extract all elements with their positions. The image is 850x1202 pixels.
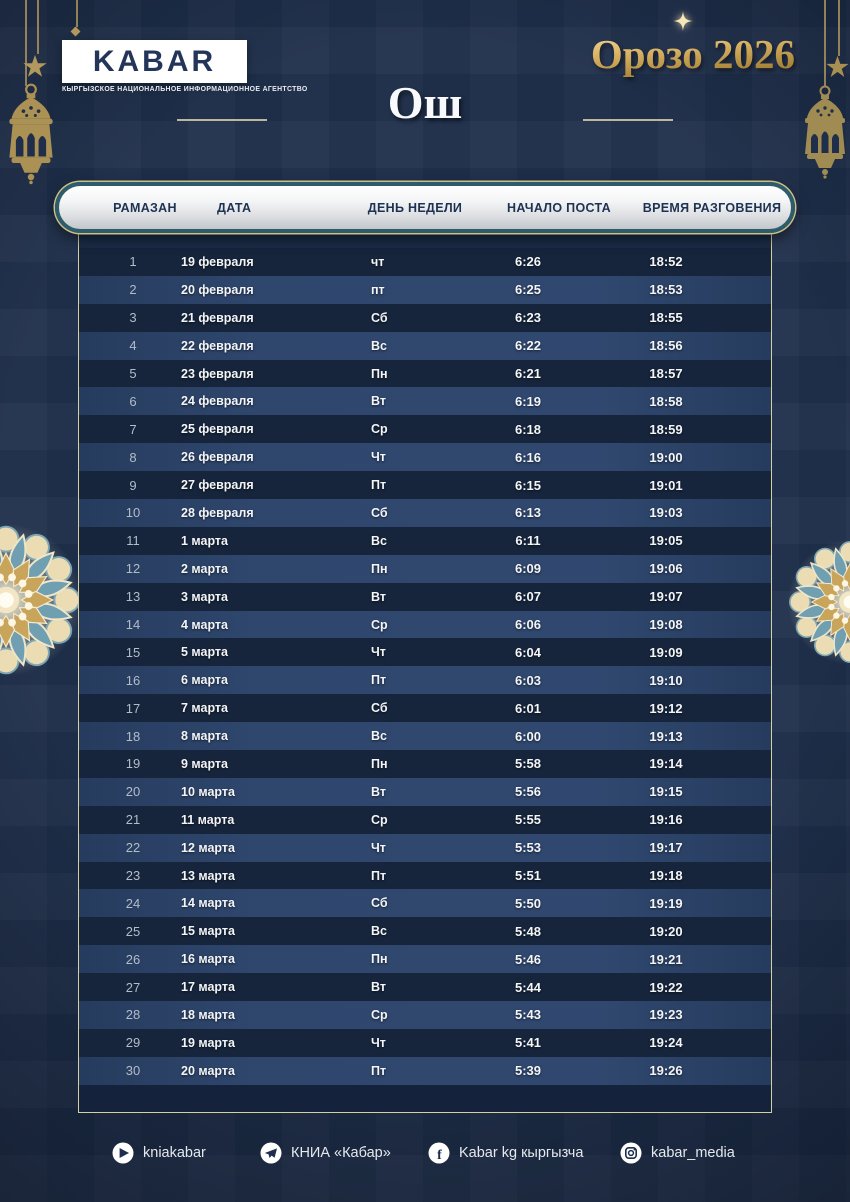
weekday-cell: Пн [371, 756, 388, 771]
iftar-time-cell: 18:59 [649, 421, 683, 437]
fast-start-cell: 5:58 [514, 756, 542, 772]
social-label: kabar_media [651, 1145, 735, 1161]
fast-start-cell: 6:11 [515, 533, 541, 549]
fast-start-cell: 6:01 [514, 700, 542, 716]
weekday-cell: Чт [371, 450, 386, 465]
iftar-time-cell: 19:24 [649, 1035, 683, 1051]
ramadan-day-cell: 1 [129, 254, 137, 270]
weekday-cell: Ср [371, 1007, 388, 1022]
ramadan-day-cell: 9 [129, 477, 137, 493]
fast-start-cell: 5:43 [514, 1007, 542, 1023]
weekday-cell: Пн [371, 952, 388, 967]
telegram-icon [260, 1142, 282, 1164]
table-row [79, 694, 771, 722]
date-cell: 23 февраля [181, 366, 254, 381]
iftar-time-cell: 19:15 [649, 784, 683, 800]
ramadan-day-cell: 20 [125, 784, 141, 800]
table-row [79, 806, 771, 834]
ramadan-day-cell: 3 [129, 310, 137, 326]
table-row [79, 1057, 771, 1085]
diamond-ornament-icon [71, 27, 81, 37]
mandala-ornament-icon [0, 522, 84, 678]
table-row [79, 722, 771, 750]
title-divider-line [583, 119, 673, 121]
ramadan-day-cell: 25 [125, 923, 141, 939]
table-row [79, 527, 771, 555]
date-cell: 7 марта [181, 701, 229, 716]
fast-start-cell: 5:41 [514, 1035, 542, 1051]
table-row [79, 415, 771, 443]
social-label: Kabar kg кыргызча [459, 1145, 584, 1161]
column-header-weekday: ДЕНЬ НЕДЕЛИ [367, 200, 463, 215]
iftar-time-cell: 19:14 [649, 756, 683, 772]
iftar-time-cell: 19:19 [649, 895, 683, 911]
ramadan-day-cell: 6 [129, 393, 137, 409]
ramadan-day-cell: 10 [125, 505, 141, 521]
iftar-time-cell: 19:10 [649, 672, 683, 688]
table-row [79, 555, 771, 583]
table-row [79, 1001, 771, 1029]
weekday-cell: Пт [371, 1063, 387, 1078]
iftar-time-cell: 18:58 [649, 393, 683, 409]
date-cell: 3 марта [181, 589, 229, 604]
fast-start-cell: 5:48 [514, 923, 542, 939]
ramadan-day-cell: 17 [125, 700, 141, 716]
weekday-cell: Вс [371, 729, 387, 744]
weekday-cell: Ср [371, 422, 388, 437]
weekday-cell: Пт [371, 868, 387, 883]
date-cell: 19 февраля [181, 254, 254, 269]
sparkle-icon [672, 10, 694, 32]
date-cell: 19 марта [181, 1035, 235, 1050]
date-cell: 8 марта [181, 729, 229, 744]
fast-start-cell: 5:53 [514, 840, 542, 856]
ramadan-day-cell: 22 [125, 840, 141, 856]
iftar-time-cell: 19:00 [649, 449, 683, 465]
ramadan-day-cell: 27 [125, 979, 141, 995]
weekday-cell: Сб [371, 896, 388, 911]
ramadan-day-cell: 19 [125, 756, 141, 772]
weekday-cell: Сб [371, 505, 388, 520]
youtube-icon [112, 1142, 134, 1164]
weekday-cell: Ср [371, 617, 388, 632]
fast-start-cell: 6:25 [514, 282, 542, 298]
weekday-cell: Вс [371, 533, 387, 548]
table-row [79, 499, 771, 527]
fast-start-cell: 5:46 [514, 951, 542, 967]
social-youtube[interactable] [112, 1142, 206, 1164]
social-telegram[interactable] [260, 1142, 391, 1164]
iftar-time-cell: 19:08 [649, 617, 683, 633]
ramadan-day-cell: 21 [125, 812, 141, 828]
date-cell: 6 марта [181, 673, 229, 688]
weekday-cell: Вс [371, 924, 387, 939]
kabar-logo-text: KABAR [92, 44, 217, 78]
fast-start-cell: 6:04 [514, 644, 542, 660]
date-cell: 14 марта [181, 896, 235, 911]
ramadan-day-cell: 23 [125, 868, 141, 884]
ramadan-day-cell: 2 [129, 282, 137, 298]
facebook-icon [428, 1142, 450, 1164]
date-cell: 11 марта [181, 812, 235, 827]
ramadan-day-cell: 13 [125, 589, 141, 605]
date-cell: 1 марта [181, 533, 229, 548]
table-row [79, 583, 771, 611]
weekday-cell: Ср [371, 812, 388, 827]
agency-tagline: КЫРГЫЗСКОЕ НАЦИОНАЛЬНОЕ ИНФОРМАЦИОННОЕ АГЕНТСТВО [62, 86, 308, 93]
fast-start-cell: 6:16 [514, 449, 542, 465]
fast-start-cell: 6:13 [514, 505, 542, 521]
fast-start-cell: 6:07 [514, 589, 542, 605]
ramadan-day-cell: 29 [125, 1035, 141, 1051]
ramadan-day-cell: 18 [125, 728, 141, 744]
iftar-time-cell: 19:21 [649, 951, 683, 967]
iftar-time-cell: 19:22 [649, 979, 683, 995]
date-cell: 4 марта [181, 617, 229, 632]
table-row [79, 611, 771, 639]
table-row [79, 750, 771, 778]
table-row [79, 945, 771, 973]
fast-start-cell: 6:18 [514, 421, 542, 437]
date-cell: 2 марта [181, 561, 229, 576]
ramadan-day-cell: 28 [125, 1007, 141, 1023]
iftar-time-cell: 19:17 [649, 840, 683, 856]
table-row [79, 471, 771, 499]
table-row [79, 387, 771, 415]
svg-text:f: f [437, 1148, 442, 1163]
table-row [79, 666, 771, 694]
date-cell: 16 марта [181, 952, 235, 967]
social-label: kniakabar [143, 1145, 206, 1161]
ramadan-day-cell: 12 [125, 561, 141, 577]
social-facebook[interactable] [428, 1142, 583, 1164]
iftar-time-cell: 19:26 [649, 1063, 683, 1079]
ramadan-day-cell: 16 [125, 672, 141, 688]
weekday-cell: пт [371, 282, 385, 297]
table-row [79, 917, 771, 945]
weekday-cell: Вт [371, 784, 386, 799]
iftar-time-cell: 19:20 [649, 923, 683, 939]
iftar-time-cell: 19:12 [649, 700, 683, 716]
date-cell: 17 марта [181, 980, 235, 995]
iftar-time-cell: 19:09 [649, 644, 683, 660]
table-row [79, 332, 771, 360]
date-cell: 26 февраля [181, 450, 254, 465]
table-row [79, 834, 771, 862]
social-label: КНИА «Кабар» [291, 1145, 391, 1161]
fast-start-cell: 5:56 [514, 784, 542, 800]
fast-start-cell: 5:55 [514, 812, 542, 828]
ramadan-day-cell: 5 [129, 366, 137, 381]
date-cell: 24 февраля [181, 394, 254, 409]
column-header-date: ДАТА [217, 200, 252, 215]
fast-start-cell: 6:06 [514, 617, 542, 633]
fast-start-cell: 6:09 [514, 561, 542, 577]
iftar-time-cell: 19:18 [649, 868, 683, 884]
table-row [79, 889, 771, 917]
fast-start-cell: 6:21 [514, 366, 542, 381]
weekday-cell: Пт [371, 673, 387, 688]
fast-start-cell: 5:51 [514, 868, 542, 884]
fast-start-cell: 6:19 [514, 393, 542, 409]
ramadan-day-cell: 24 [125, 895, 141, 911]
iftar-time-cell: 19:05 [649, 533, 683, 549]
ramadan-day-cell: 8 [129, 449, 137, 465]
date-cell: 13 марта [181, 868, 235, 883]
iftar-time-cell: 19:13 [649, 728, 683, 744]
weekday-cell: Вт [371, 980, 386, 995]
date-cell: 10 марта [181, 784, 235, 799]
date-cell: 9 марта [181, 756, 229, 771]
weekday-cell: Чт [371, 1035, 386, 1050]
fast-start-cell: 6:03 [514, 672, 542, 688]
table-row [79, 360, 771, 388]
weekday-cell: Пн [371, 366, 388, 381]
table-row [79, 304, 771, 332]
ramadan-day-cell: 4 [129, 338, 137, 354]
ramadan-day-cell: 14 [125, 617, 141, 633]
weekday-cell: Вс [371, 338, 387, 353]
weekday-cell: Сб [371, 310, 388, 325]
weekday-cell: Вт [371, 394, 386, 409]
table-row [79, 778, 771, 806]
hanging-chain [76, 0, 78, 27]
weekday-cell: Чт [371, 645, 386, 660]
date-cell: 22 февраля [181, 338, 254, 353]
ramadan-day-cell: 30 [125, 1063, 141, 1079]
iftar-time-cell: 18:57 [649, 366, 683, 381]
city-title: Ош [387, 77, 463, 128]
fast-start-cell: 6:00 [514, 728, 542, 744]
ramadan-day-cell: 15 [125, 644, 141, 660]
table-row [79, 862, 771, 890]
table-row [79, 443, 771, 471]
iftar-time-cell: 18:56 [649, 338, 683, 354]
date-cell: 15 марта [181, 924, 235, 939]
column-header-fast-start: НАЧАЛО ПОСТА [507, 200, 611, 215]
iftar-time-cell: 19:06 [649, 561, 683, 577]
date-cell: 20 марта [181, 1063, 235, 1078]
ramadan-day-cell: 11 [126, 533, 140, 549]
table-row [79, 248, 771, 276]
event-title: Орозо 2026 [590, 31, 795, 77]
date-cell: 27 февраля [181, 478, 254, 493]
instagram-icon [620, 1142, 642, 1164]
column-header-iftar-time: ВРЕМЯ РАЗГОВЕНИЯ [642, 200, 782, 215]
date-cell: 21 февраля [181, 310, 254, 325]
weekday-cell: Пт [371, 478, 387, 493]
weekday-cell: Вт [371, 589, 386, 604]
fast-start-cell: 6:26 [514, 254, 542, 270]
table-header [55, 182, 795, 233]
date-cell: 12 марта [181, 840, 235, 855]
iftar-time-cell: 19:01 [649, 477, 683, 493]
date-cell: 28 февраля [181, 505, 254, 520]
ramadan-day-cell: 7 [129, 421, 137, 437]
weekday-cell: Пн [371, 561, 388, 576]
hanging-chain [838, 0, 840, 56]
mandala-ornament-icon [786, 538, 850, 666]
iftar-time-cell: 18:53 [649, 282, 683, 298]
iftar-time-cell: 18:52 [649, 254, 683, 270]
column-header-ramadan: РАМАЗАН [113, 200, 177, 215]
weekday-cell: Чт [371, 840, 386, 855]
iftar-time-cell: 18:55 [649, 310, 683, 326]
table-row [79, 973, 771, 1001]
date-cell: 20 февраля [181, 282, 254, 297]
table-row [79, 638, 771, 666]
fast-start-cell: 5:50 [514, 895, 542, 911]
date-cell: 5 марта [181, 645, 229, 660]
schedule-table [78, 232, 772, 1113]
fast-start-cell: 6:23 [514, 310, 542, 326]
title-divider-line [177, 119, 267, 121]
iftar-time-cell: 19:16 [649, 812, 683, 828]
table-row [79, 1029, 771, 1057]
fast-start-cell: 6:22 [514, 338, 542, 354]
hanging-chain [37, 0, 39, 54]
ramadan-day-cell: 26 [125, 951, 141, 967]
weekday-cell: чт [371, 254, 385, 269]
schedule-rows [79, 248, 771, 1085]
fast-start-cell: 6:15 [514, 477, 542, 493]
table-row [79, 276, 771, 304]
fast-start-cell: 5:39 [514, 1063, 542, 1079]
date-cell: 18 марта [181, 1007, 235, 1022]
weekday-cell: Сб [371, 701, 388, 716]
iftar-time-cell: 19:23 [649, 1007, 683, 1023]
fast-start-cell: 5:44 [514, 979, 542, 995]
date-cell: 25 февраля [181, 422, 254, 437]
iftar-time-cell: 19:07 [649, 589, 683, 605]
social-instagram[interactable] [620, 1142, 735, 1164]
footer-socials [0, 1142, 850, 1172]
iftar-time-cell: 19:03 [649, 505, 683, 521]
